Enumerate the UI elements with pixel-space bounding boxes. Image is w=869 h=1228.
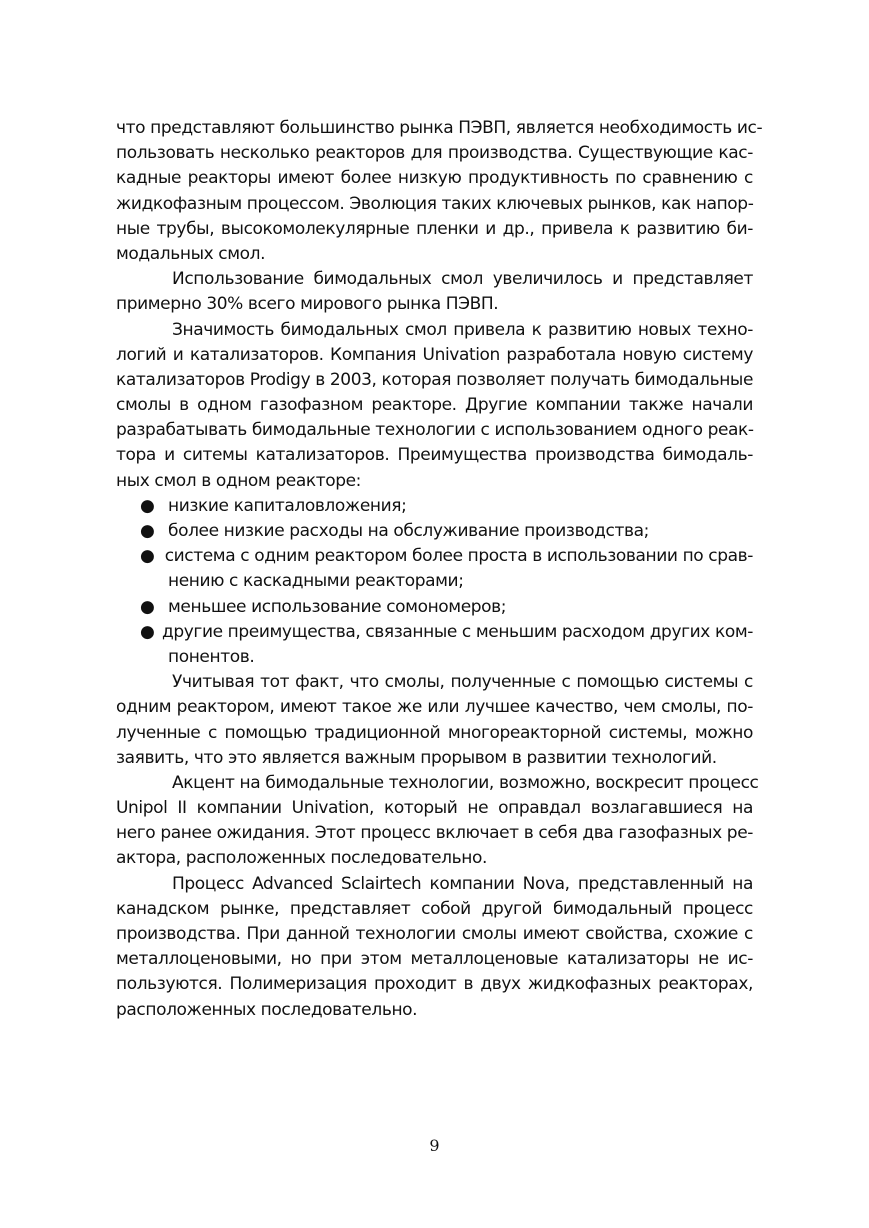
text-line: Акцент на бимодальные технологии, возможно, воскресит процесс	[172, 772, 759, 793]
text-line: расположенных последовательно.	[116, 999, 418, 1020]
list-item-text: другие преимущества, связанные с меньшим расходом других ком-	[162, 621, 753, 642]
text-line: заявить, что это является важным прорывом в развитии технологий.	[116, 747, 717, 768]
paragraph-significance	[116, 318, 753, 494]
bullet-icon: ●	[140, 546, 155, 567]
text-line: ных смол в одном реакторе:	[116, 470, 361, 491]
text-line: Учитывая тот факт, что смолы, полученные с помощью системы с	[172, 672, 753, 693]
advantages-list	[116, 494, 753, 670]
text-line: металлоценовыми, но при этом металлоценовые катализаторы не ис-	[116, 949, 753, 970]
text-line: жидкофазным процессом. Эволюция таких ключевых рынков, как напор-	[116, 193, 754, 214]
list-item-text: нению с каскадными реакторами;	[168, 571, 464, 592]
paragraph-sclairtech	[116, 872, 753, 1023]
text-line: одним реактором, имеют такое же или лучшее качество, чем смолы, по-	[116, 697, 753, 718]
text-line: Использование бимодальных смол увеличилось и представляет	[172, 269, 753, 290]
text-line: кадные реакторы имеют более низкую продуктивность по сравнению с	[116, 168, 753, 189]
text-line: Unipol II компании Univation, который не оправдал возлагавшиеся на	[116, 798, 753, 819]
document-body	[116, 116, 763, 1023]
text-line: канадском рынке, представляет собой другой бимодальный процесс	[116, 898, 753, 919]
list-item	[116, 595, 753, 620]
text-line: тора и ситемы катализаторов. Преимущества производства бимодаль-	[116, 445, 753, 466]
text-line: ные трубы, высокомолекулярные пленки и др., привела к развитию би-	[116, 218, 753, 239]
text-line: смолы в одном газофазном реакторе. Другие компании также начали	[116, 395, 753, 416]
text-line: что представляют большинство рынка ПЭВП, является необходимость ис-	[116, 118, 763, 138]
list-item-continuation	[116, 569, 753, 594]
list-item	[116, 494, 753, 519]
text-line: пользовать несколько реакторов для производства. Существующие кас-	[116, 143, 753, 164]
text-line: Процесс Advanced Sclairtech компании Nova, представленный на	[172, 873, 753, 894]
page-number: 9	[429, 1136, 440, 1155]
bullet-icon: ●	[140, 495, 155, 516]
paragraph-unipol	[116, 771, 759, 872]
list-item-text: более низкие расходы на обслуживание производства;	[168, 521, 649, 541]
text-line: него ранее ожидания. Этот процесс включает в себя два газофазных ре-	[116, 823, 753, 844]
text-line: примерно 30% всего мирового рынка ПЭВП.	[116, 294, 499, 315]
text-line: лученные с помощью традиционной многореакторной системы, можно	[116, 722, 753, 743]
text-line: катализаторов Prodigy в 2003, которая позволяет получать бимодальные	[116, 369, 754, 390]
text-line: Значимость бимодальных смол привела к развитию новых техно-	[172, 319, 753, 340]
text-line: логий и катализаторов. Компания Univation разработала новую систему	[116, 344, 753, 365]
list-item-text: низкие капиталовложения;	[168, 495, 407, 516]
list-item-continuation	[116, 645, 753, 670]
text-line: разрабатывать бимодальные технологии с использованием одного реак-	[116, 420, 754, 441]
list-item	[116, 544, 753, 569]
paragraph-breakthrough	[116, 670, 753, 771]
text-line: пользуются. Полимеризация проходит в двух жидкофазных реакторах,	[116, 974, 753, 995]
text-line: актора, расположенных последовательно.	[116, 848, 487, 869]
text-line: производства. При данной технологии смолы имеют свойства, схожие с	[116, 924, 753, 944]
paragraph-intro	[116, 116, 763, 267]
bullet-icon: ●	[140, 521, 155, 541]
text-line: модальных смол.	[116, 243, 266, 264]
list-item	[116, 620, 753, 645]
list-item	[116, 519, 753, 544]
paragraph-usage	[116, 267, 753, 317]
list-item-text: система с одним реактором более проста в использовании по срав-	[164, 546, 753, 567]
bullet-icon: ●	[140, 621, 155, 642]
list-item-text: меньшее использование сомономеров;	[168, 596, 507, 617]
bullet-icon: ●	[140, 596, 155, 617]
list-item-text: понентов.	[168, 646, 255, 667]
